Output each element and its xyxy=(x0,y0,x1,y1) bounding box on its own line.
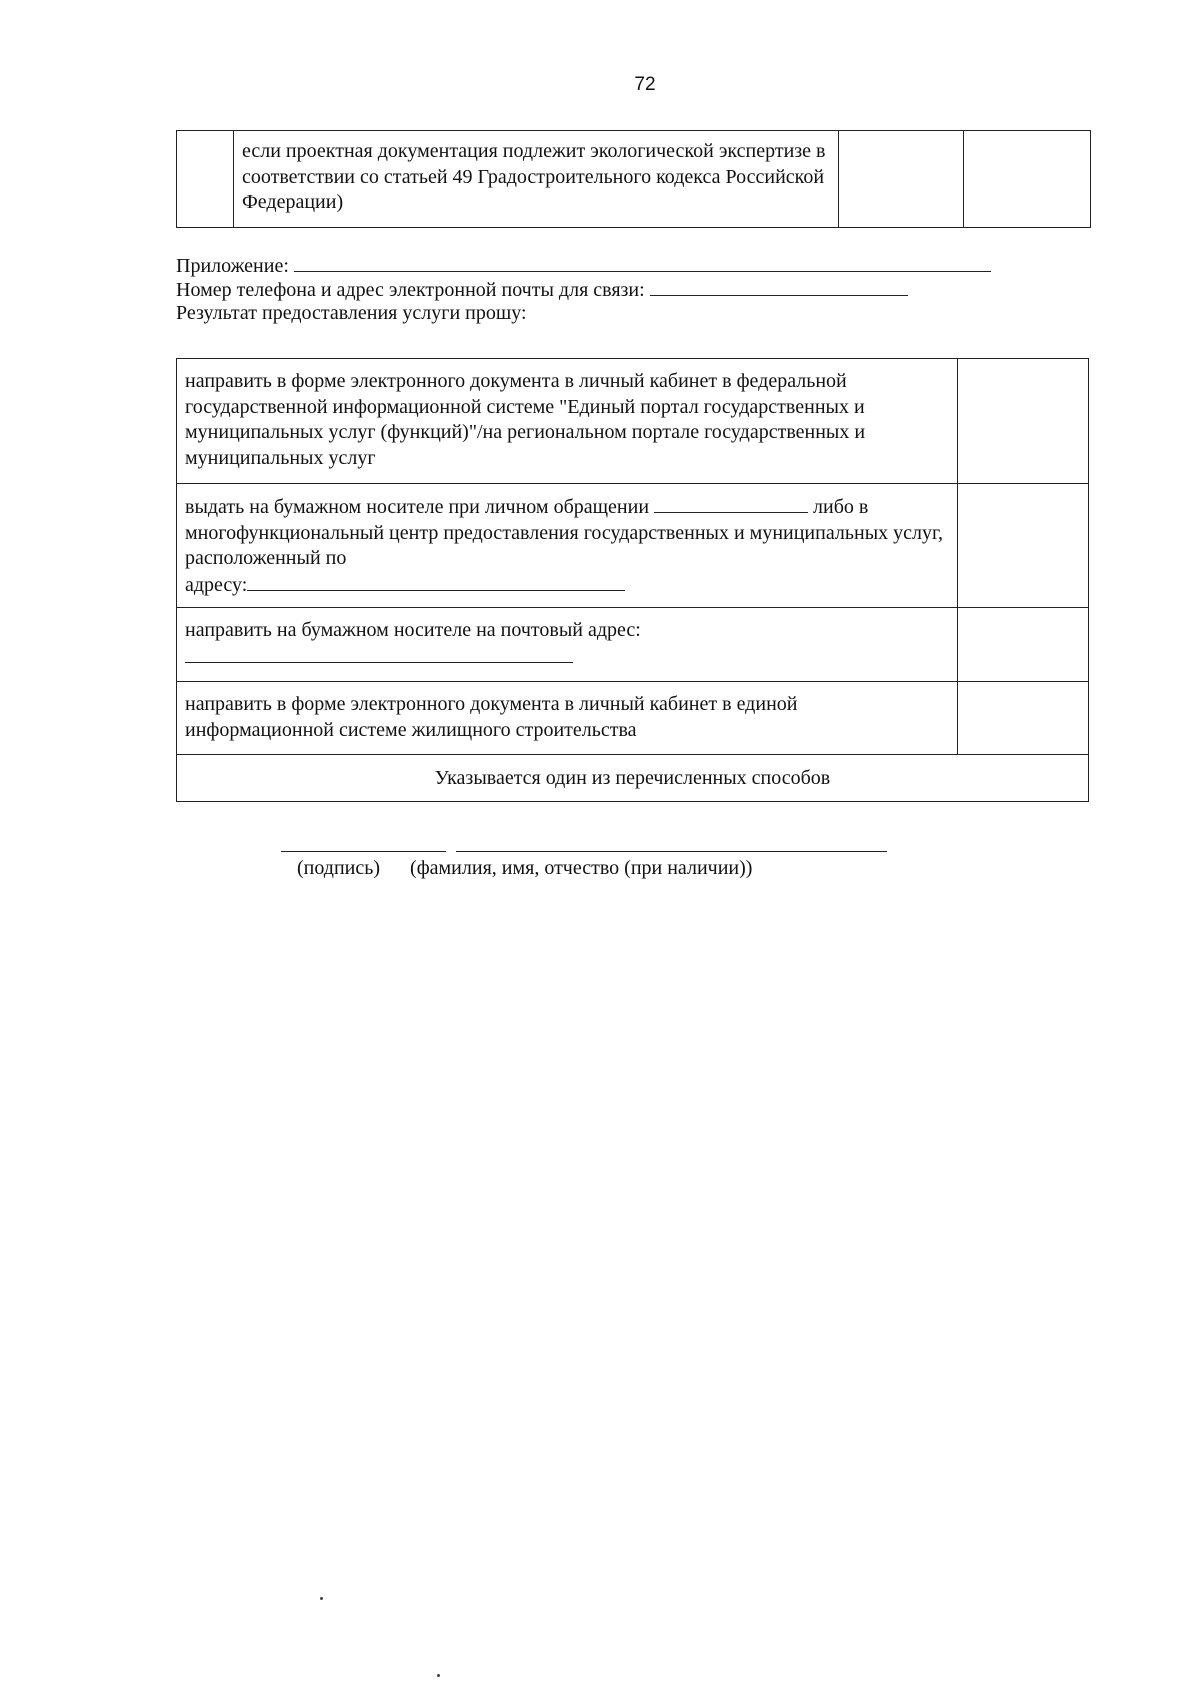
result-methods-table xyxy=(176,358,1089,802)
top-table-empty-cell xyxy=(839,131,964,228)
top-table-text-cell xyxy=(234,131,839,228)
method-paper-cell xyxy=(177,484,958,608)
signature-line[interactable] xyxy=(281,851,446,852)
top-table-empty-cell xyxy=(964,131,1091,228)
result-field xyxy=(176,301,527,325)
method-paper-text-part2: либо в xyxy=(813,496,869,518)
top-table xyxy=(176,130,1091,228)
contact-field xyxy=(176,277,908,302)
method-eisgs-cell xyxy=(177,682,958,755)
contact-label: Номер телефона и адрес электронной почты для связи: xyxy=(176,279,645,301)
method-post-label: направить на бумажном носителе на почтовый адрес: xyxy=(185,619,641,641)
method-epgu-cell xyxy=(177,359,958,484)
methods-note: Указывается один из перечисленных способов xyxy=(177,755,1089,802)
top-table-number-cell xyxy=(177,131,234,228)
method-post-checkbox[interactable] xyxy=(958,608,1089,682)
personal-visit-blank[interactable] xyxy=(654,494,808,513)
full-name-caption: (фамилия, имя, отчество (при наличии)) xyxy=(410,857,753,879)
page-number: 72 xyxy=(634,74,656,95)
method-paper-checkbox[interactable] xyxy=(958,484,1089,608)
method-epgu-text: направить в форме электронного документа в личный кабинет в федеральной государственной информационной системе "Единый портал государственных и муниципальных услуг (функций)"/на региональном портале государственных и муниципальных услуг xyxy=(185,370,866,469)
method-eisgs-checkbox[interactable] xyxy=(958,682,1089,755)
scan-speck xyxy=(437,1674,440,1677)
post-address-blank[interactable] xyxy=(185,644,573,663)
scan-speck xyxy=(320,1597,323,1600)
top-table-text: если проектная документация подлежит экологической экспертизе в соответствии со статьей 49 Градостроительного кодекса Российской Федерации) xyxy=(242,140,826,213)
signature-caption: (подпись) xyxy=(297,857,381,879)
method-paper-text-part3: многофункциональный центр предоставления государственных и муниципальных услуг, расположенный по xyxy=(185,521,943,569)
full-name-line[interactable] xyxy=(456,851,887,852)
method-post-text xyxy=(177,608,957,670)
paper-address-blank[interactable] xyxy=(247,572,625,591)
method-eisgs-text: направить в форме электронного документа в личный кабинет в единой информационной системе жилищного строительства xyxy=(185,693,798,741)
paper-address-label: адресу: xyxy=(185,573,248,596)
attachment-blank[interactable] xyxy=(294,253,991,272)
attachment-field xyxy=(176,253,991,278)
method-paper-text-part1: выдать на бумажном носителе при личном обращении xyxy=(185,496,650,518)
attachment-label: Приложение: xyxy=(176,255,289,277)
result-label: Результат предоставления услуги прошу: xyxy=(176,302,527,324)
signature-captions xyxy=(297,856,752,880)
method-epgu-checkbox[interactable] xyxy=(958,359,1089,484)
method-paper-text xyxy=(177,484,957,598)
method-post-cell xyxy=(177,608,958,682)
contact-blank[interactable] xyxy=(650,277,908,296)
